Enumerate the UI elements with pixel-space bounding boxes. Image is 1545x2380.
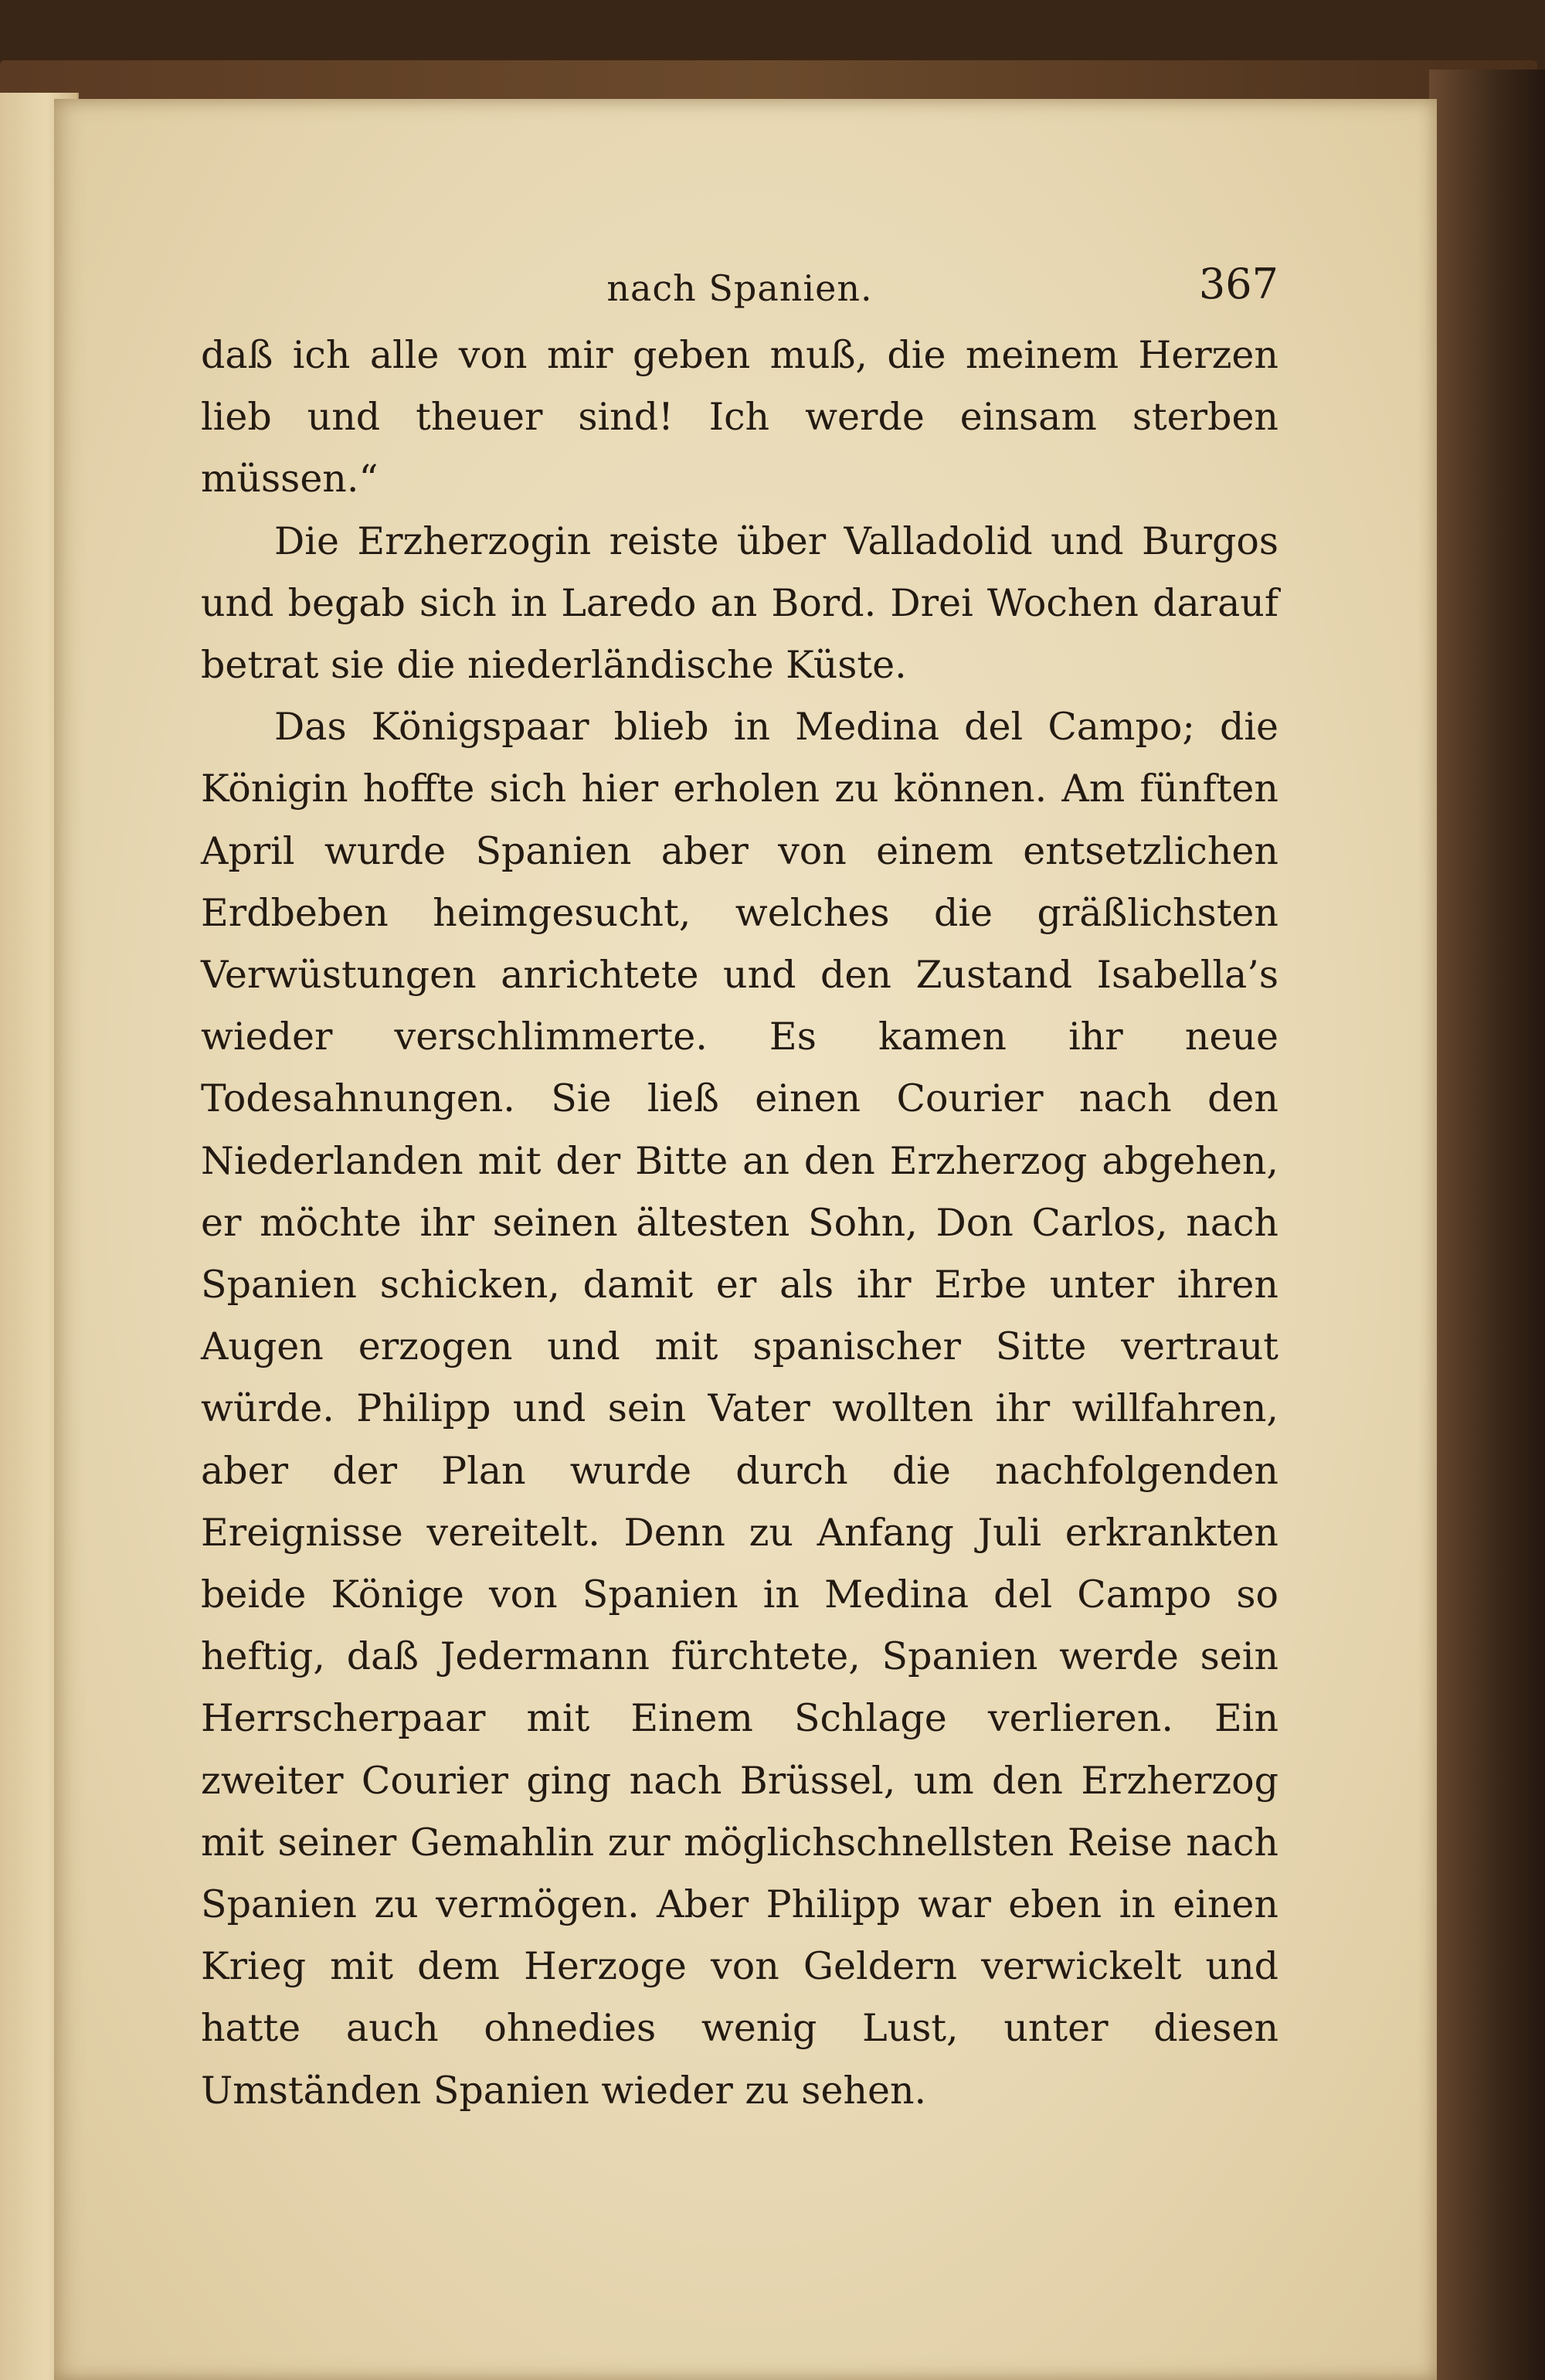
page-content [201, 253, 1278, 2122]
running-head [201, 253, 1278, 315]
running-head-title: nach Spanien. [606, 267, 873, 309]
paragraph: daß ich alle von mir geben muß, die meinem Herzen lieb und theuer sind! Ich werde einsam sterben müssen.“ [201, 333, 1278, 502]
paragraph: Das Königspaar blieb in Medina del Campo; die Königin hoffte sich hier erholen zu können. Am fünften April wurde Spanien aber von einem entsetzlichen Erdbeben heimgesucht, welches die gräßlichsten Verwüstungen anrichtete und den Zustand Isabella’s wieder verschlimmerte. Es kamen ihr neue Todesahnungen. Sie ließ einen Courier nach den Niederlanden mit der Bitte an den Erzherzog abgehen, er möchte ihr seinen ältesten Sohn, Don Carlos, nach Spanien schicken, damit er als ihr Erbe unter ihren Augen erzogen und mit spanischer Sitte vertraut würde. Philipp und sein Vater wollten ihr willfahren, aber der Plan wurde durch die nachfolgenden Ereignisse vereitelt. Denn zu Anfang Juli erkrankten beide Könige von Spanien in Medina del Campo so heftig, daß Jedermann fürchtete, Spanien werde sein Herrscherpaar mit Einem Schlage verlieren. Ein zweiter Courier ging nach Brüssel, um den Erzherzog mit seiner Gemahlin zur möglichschnellsten Reise nach Spanien zu vermögen. Aber Philipp war eben in einen Krieg mit dem Herzoge von Geldern verwickelt und hatte auch ohnedies wenig Lust, unter diesen Umständen Spanien wieder zu sehen. [201, 705, 1278, 2113]
body-text [201, 325, 1278, 2122]
book-spine-edge [1429, 70, 1545, 2380]
book-page [54, 99, 1437, 2380]
paragraph: Die Erzherzogin reiste über Valladolid und Burgos und begab sich in Laredo an Bord. Drei Wochen darauf betrat sie die niederländische Küste. [201, 518, 1278, 688]
page-number: 367 [1198, 260, 1278, 308]
